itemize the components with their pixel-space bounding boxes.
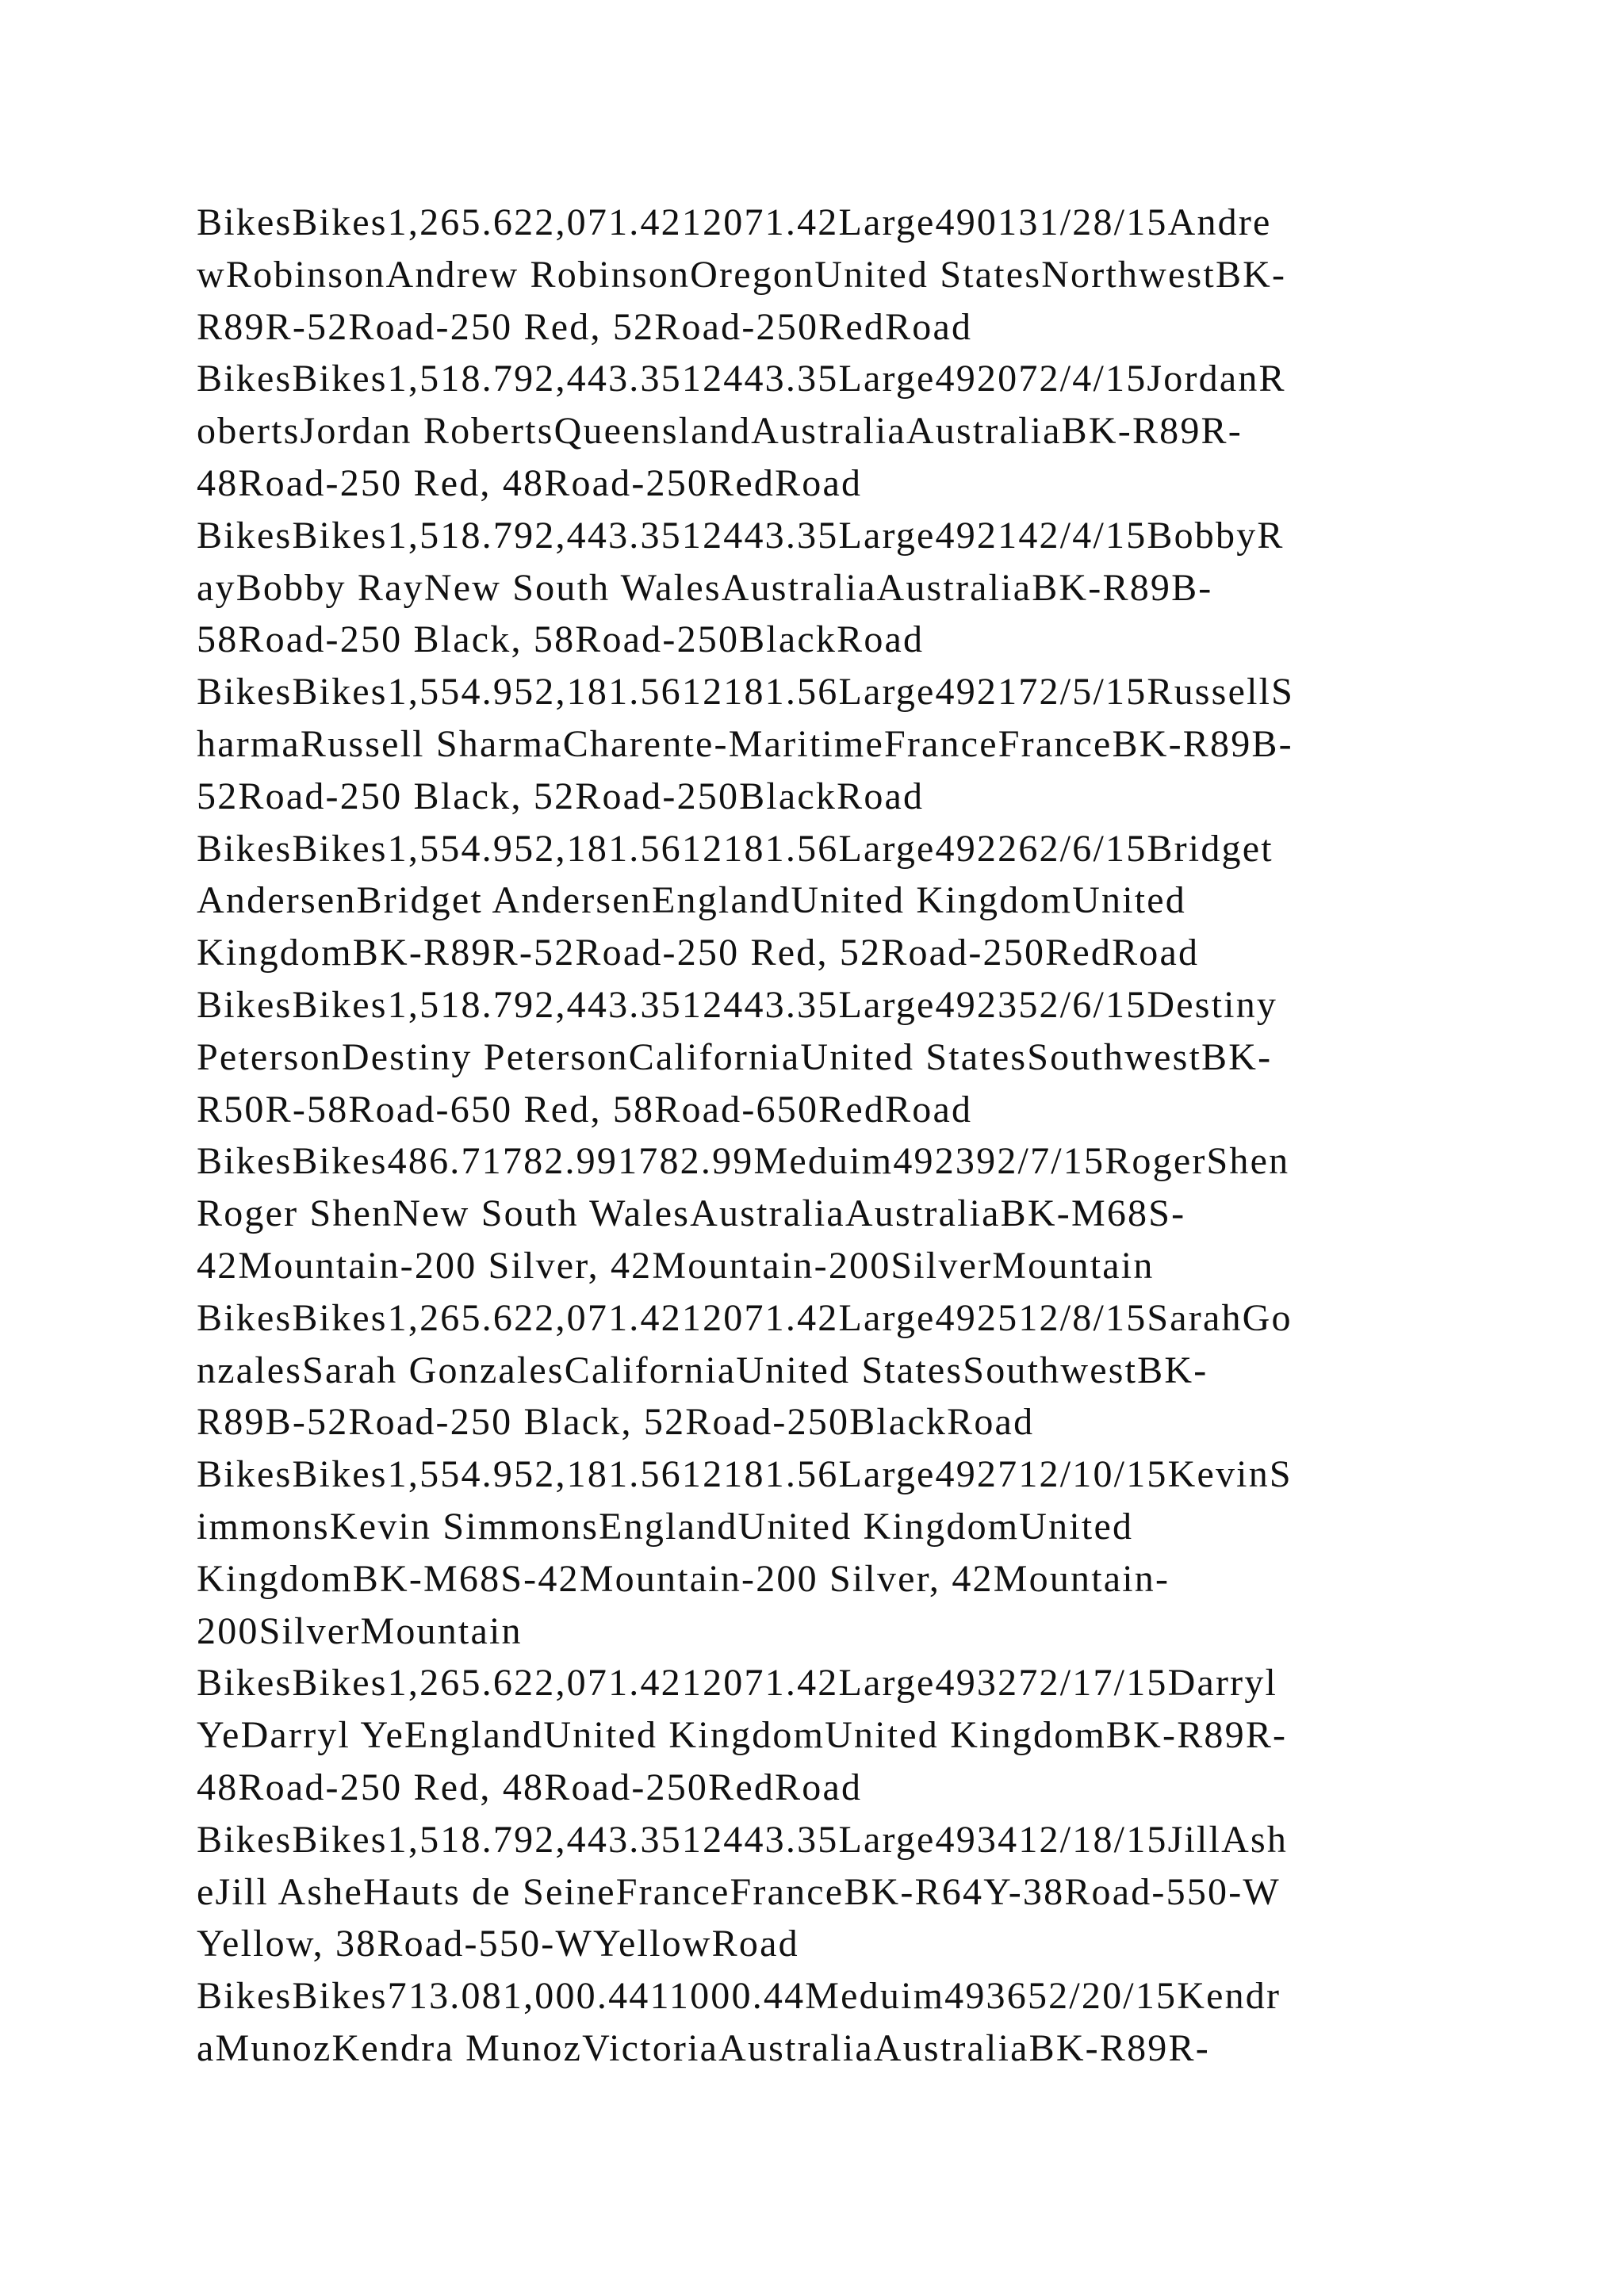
text-line: 200SilverMountain bbox=[197, 1609, 523, 1652]
text-line: ayBobby RayNew South WalesAustraliaAustraliaBK-R89B- bbox=[197, 566, 1213, 609]
text-line: BikesBikes1,554.952,181.5612181.56Large492262/6/15Bridget bbox=[197, 827, 1274, 870]
text-line: nzalesSarah GonzalesCaliforniaUnited StatesSouthwestBK- bbox=[197, 1349, 1208, 1391]
text-line: 58Road-250 Black, 58Road-250BlackRoad bbox=[197, 618, 925, 661]
text-line: BikesBikes1,518.792,443.3512443.35Large492072/4/15JordanR bbox=[197, 358, 1286, 400]
text-line: BikesBikes1,518.792,443.3512443.35Large493412/18/15JillAsh bbox=[197, 1818, 1289, 1861]
text-line: R89R-52Road-250 Red, 52Road-250RedRoad bbox=[197, 305, 973, 348]
text-line: BikesBikes1,518.792,443.3512443.35Large492352/6/15Destiny bbox=[197, 983, 1278, 1026]
text-line: Roger ShenNew South WalesAustraliaAustraliaBK-M68S- bbox=[197, 1192, 1186, 1235]
text-line: wRobinsonAndrew RobinsonOregonUnited StatesNorthwestBK- bbox=[197, 253, 1287, 296]
text-line: R89B-52Road-250 Black, 52Road-250BlackRoad bbox=[197, 1401, 1035, 1444]
text-line: 48Road-250 Red, 48Road-250RedRoad bbox=[197, 1766, 863, 1808]
text-line: 48Road-250 Red, 48Road-250RedRoad bbox=[197, 461, 863, 504]
text-line: Yellow, 38Road-550-WYellowRoad bbox=[197, 1923, 799, 1965]
text-line: BikesBikes1,265.622,071.4212071.42Large492512/8/15SarahGo bbox=[197, 1296, 1293, 1339]
text-line: KingdomBK-M68S-42Mountain-200 Silver, 42Mountain- bbox=[197, 1557, 1170, 1600]
text-line: BikesBikes1,265.622,071.4212071.42Large493272/17/15Darryl bbox=[197, 1662, 1278, 1705]
text-line: harmaRussell SharmaCharente-MaritimeFranceFranceBK-R89B- bbox=[197, 722, 1293, 765]
text-line: 42Mountain-200 Silver, 42Mountain-200SilverMountain bbox=[197, 1244, 1155, 1287]
text-line: PetersonDestiny PetersonCaliforniaUnited StatesSouthwestBK- bbox=[197, 1035, 1273, 1078]
text-line: BikesBikes1,554.952,181.5612181.56Large492172/5/15RussellS bbox=[197, 671, 1295, 714]
body-text bbox=[197, 197, 1465, 2075]
text-line: eJill AsheHauts de SeineFranceFranceBK-R64Y-38Road-550-W bbox=[197, 1870, 1281, 1913]
text-line: aMunozKendra MunozVictoriaAustraliaAustraliaBK-R89R- bbox=[197, 2026, 1210, 2069]
text-line: BikesBikes713.081,000.4411000.44Meduim493652/20/15Kendr bbox=[197, 1975, 1281, 2018]
text-line: immonsKevin SimmonsEnglandUnited KingdomUnited bbox=[197, 1505, 1134, 1548]
text-line: BikesBikes486.71782.991782.99Meduim492392/7/15RogerShen bbox=[197, 1140, 1290, 1183]
text-line: BikesBikes1,554.952,181.5612181.56Large492712/10/15KevinS bbox=[197, 1453, 1293, 1496]
text-line: KingdomBK-R89R-52Road-250 Red, 52Road-250RedRoad bbox=[197, 932, 1200, 974]
text-line: YeDarryl YeEnglandUnited KingdomUnited KingdomBK-R89R- bbox=[197, 1714, 1288, 1757]
text-line: BikesBikes1,265.622,071.4212071.42Large490131/28/15Andre bbox=[197, 201, 1272, 243]
text-line: R50R-58Road-650 Red, 58Road-650RedRoad bbox=[197, 1088, 973, 1131]
text-line: 52Road-250 Black, 52Road-250BlackRoad bbox=[197, 775, 925, 817]
text-line: obertsJordan RobertsQueenslandAustraliaAustraliaBK-R89R- bbox=[197, 410, 1243, 453]
text-line: AndersenBridget AndersenEnglandUnited KingdomUnited bbox=[197, 879, 1186, 922]
text-line: BikesBikes1,518.792,443.3512443.35Large492142/4/15BobbyR bbox=[197, 514, 1285, 557]
